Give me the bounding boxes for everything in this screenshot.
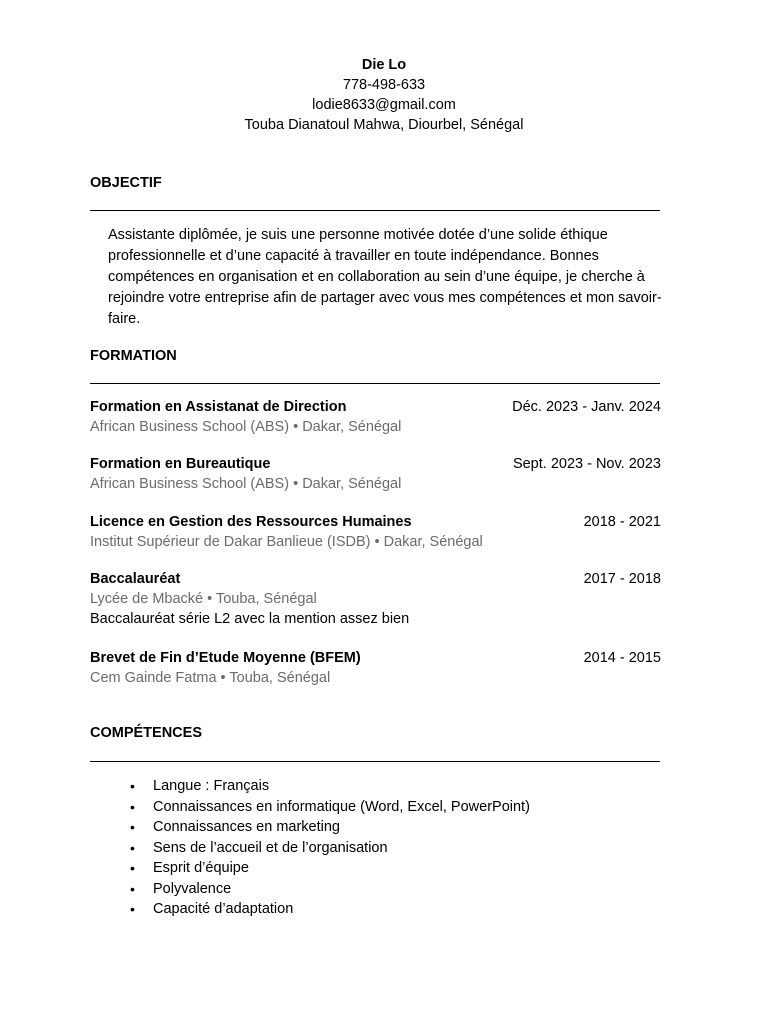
- list-item: [90, 817, 530, 838]
- skill-label: Polyvalence: [153, 880, 232, 897]
- education-entry: [90, 569, 661, 629]
- list-item: [90, 879, 530, 900]
- education-detail: Baccalauréat série L2 avec la mention assez bien: [90, 611, 410, 627]
- education-entry: [90, 397, 661, 437]
- skills-list: [90, 776, 530, 920]
- postal-address: Touba Dianatoul Mahwa, Diourbel, Sénégal: [244, 117, 524, 133]
- bullet-icon: •: [130, 880, 135, 897]
- education-title: Baccalauréat: [90, 571, 181, 587]
- education-place: African Business School (ABS) • Dakar, Sénégal: [90, 476, 402, 492]
- education-dates: 2018 - 2021: [583, 514, 661, 530]
- education-place: African Business School (ABS) • Dakar, Sénégal: [90, 419, 402, 435]
- education-title: Formation en Bureautique: [90, 456, 271, 472]
- education-entry: [90, 454, 661, 494]
- contact-header: [0, 55, 768, 135]
- phone-number: 778-498-633: [342, 77, 426, 93]
- list-item: [90, 858, 530, 879]
- list-item: [90, 899, 530, 920]
- email-address: lodie8633@gmail.com: [312, 97, 456, 113]
- skill-label: Connaissances en marketing: [153, 819, 340, 835]
- objective-heading: OBJECTIF: [90, 175, 162, 191]
- education-title: Formation en Assistanat de Direction: [90, 399, 347, 415]
- skill-label: Connaissances en informatique (Word, Excel, PowerPoint): [153, 798, 530, 815]
- skill-label: Esprit d’équipe: [153, 860, 249, 876]
- bullet-icon: •: [130, 798, 135, 815]
- bullet-icon: •: [130, 901, 135, 917]
- education-dates: 2014 - 2015: [583, 650, 661, 666]
- person-name: Die Lo: [361, 57, 407, 73]
- education-entry: [90, 648, 661, 688]
- bullet-icon: •: [130, 819, 135, 835]
- bullet-icon: •: [130, 860, 135, 876]
- education-title: Licence en Gestion des Ressources Humaines: [90, 514, 412, 530]
- list-item: [90, 838, 530, 859]
- education-place: Lycée de Mbacké • Touba, Sénégal: [90, 591, 317, 607]
- skill-label: Sens de l’accueil et de l’organisation: [153, 839, 388, 856]
- objective-text: Assistante diplômée, je suis une personne motivée dotée d’une solide éthique professionnelle et d’une capacité à travailler en toute indépendance. Bonnes compétences en organisation et en collaboration au sein d’une équipe, je cherche à rejoindre votre entreprise afin de partager avec vous mes compétences et mon savoir-faire.: [108, 227, 662, 327]
- skills-heading: COMPÉTENCES: [90, 725, 202, 741]
- education-dates: Déc. 2023 - Janv. 2024: [512, 399, 661, 415]
- list-item: [90, 797, 530, 818]
- education-title: Brevet de Fin d’Etude Moyenne (BFEM): [90, 650, 361, 666]
- education-dates: 2017 - 2018: [583, 571, 661, 587]
- education-entry: [90, 512, 661, 552]
- skill-label: Capacité d’adaptation: [153, 901, 294, 917]
- education-divider: [90, 383, 660, 384]
- bullet-icon: •: [130, 778, 135, 794]
- list-item: [90, 776, 530, 797]
- skills-divider: [90, 761, 660, 762]
- objective-divider: [90, 210, 660, 211]
- education-dates: Sept. 2023 - Nov. 2023: [512, 456, 661, 472]
- education-heading: FORMATION: [90, 348, 177, 364]
- education-place: Institut Supérieur de Dakar Banlieue (ISDB) • Dakar, Sénégal: [90, 534, 483, 550]
- skill-label: Langue : Français: [153, 778, 270, 794]
- education-place: Cem Gainde Fatma • Touba, Sénégal: [90, 670, 331, 686]
- bullet-icon: •: [130, 839, 135, 856]
